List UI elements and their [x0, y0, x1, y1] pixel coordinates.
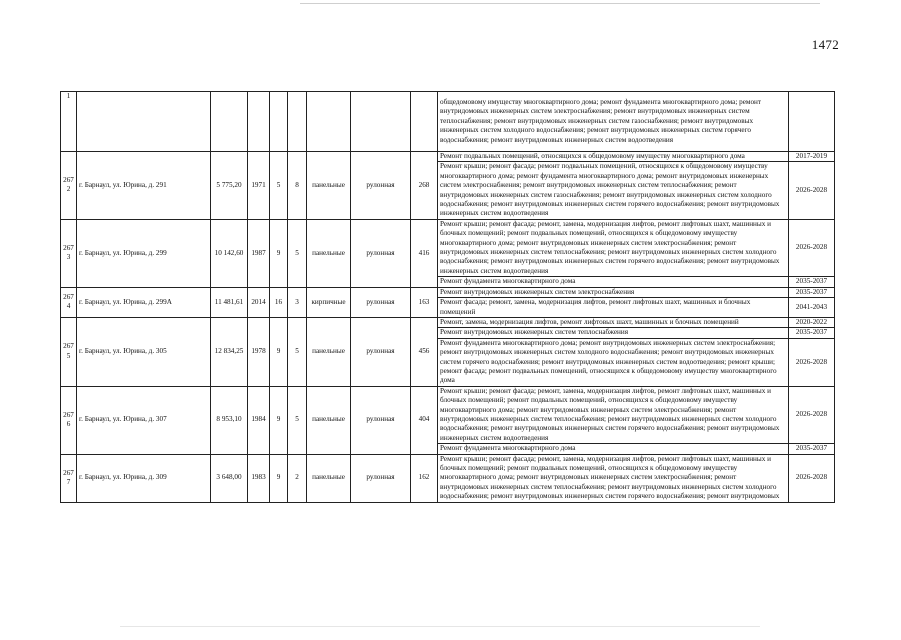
row-number-suffix: 3	[66, 253, 71, 262]
table-row	[61, 152, 835, 162]
floors-cell: 16	[270, 287, 288, 317]
floors-cell	[270, 92, 288, 152]
year-cell	[248, 92, 270, 152]
entrances-cell: 5	[288, 386, 307, 454]
page-number: 1472	[811, 37, 839, 52]
table-row	[61, 454, 835, 502]
roof-cell: рулонная	[351, 152, 411, 220]
material-cell: кирпичные	[307, 287, 351, 317]
row-number-cell	[61, 386, 77, 454]
roof-cell: рулонная	[351, 219, 411, 287]
material-cell: панельные	[307, 219, 351, 287]
work-cell: Ремонт фундамента многоквартирного дома	[438, 444, 789, 454]
table-row-continued	[61, 92, 835, 152]
entrances-cell: 3	[288, 287, 307, 317]
floors-cell: 9	[270, 317, 288, 386]
row-number-prefix: 267	[63, 342, 74, 351]
address-cell: г. Барнаул, ул. Юрина, д. 309	[77, 454, 211, 502]
row-number-cell	[61, 287, 77, 317]
address-cell: г. Барнаул, ул. Юрина, д. 291	[77, 152, 211, 220]
work-cell: Ремонт крыши; ремонт фасада; ремонт, замена, модернизация лифтов, ремонт лифтовых шахт, машинных и блочных помещений; ремонт подвальных помещений, относящихся к общедомовому имуществу многоквартирного дома; ремонт внутридомовых инженерных систем электроснабжения; ремонт внутридомовых инженерных систем теплоснабжения; ремонт внутридомовых инженерных систем холодного водоснабжения; ремонт внутридомовых инженерных систем горячего водоснабжения; ремонт внутридомовых инженерных систем водоотведения	[438, 219, 789, 276]
area-cell: 11 481,61	[211, 287, 248, 317]
row-number-prefix: 267	[63, 410, 74, 419]
period-cell: 2035-2037	[789, 328, 835, 338]
year-cell: 1971	[248, 152, 270, 220]
work-cell: Ремонт крыши; ремонт фасада; ремонт подвальных помещений, относящихся к общедомовому имуществу многоквартирного дома; ремонт фундамента многоквартирного дома; ремонт внутридомовых инженерных систем электроснабжения; ремонт внутридомовых инженерных систем теплоснабжения; ремонт внутридомовых инженерных систем газоснабжения; ремонт внутридомовых инженерных систем холодного водоснабжения; ремонт внутридомовых инженерных систем горячего водоснабжения; ремонт внутридомовых инженерных систем водоотведения	[438, 162, 789, 219]
row-number-prefix: 267	[63, 243, 74, 252]
period-cell: 2026-2028	[789, 338, 835, 386]
work-cell: Ремонт внутридомовых инженерных систем электроснабжения	[438, 287, 789, 297]
count-cell	[411, 92, 438, 152]
material-cell: панельные	[307, 454, 351, 502]
capital-repair-table	[60, 91, 835, 503]
address-cell: г. Барнаул, ул. Юрина, д. 307	[77, 386, 211, 454]
period-cell: 2020-2022	[789, 317, 835, 327]
roof-cell: рулонная	[351, 386, 411, 454]
address-cell: г. Барнаул, ул. Юрина, д. 299	[77, 219, 211, 287]
material-cell	[307, 92, 351, 152]
count-cell: 416	[411, 219, 438, 287]
roof-cell: рулонная	[351, 317, 411, 386]
work-cell: Ремонт, замена, модернизация лифтов, ремонт лифтовых шахт, машинных и блочных помещений	[438, 317, 789, 327]
table-body	[61, 92, 835, 503]
period-cell: 2026-2028	[789, 454, 835, 502]
year-cell: 1987	[248, 219, 270, 287]
row-number-cell	[61, 152, 77, 220]
row-number-suffix: 5	[66, 351, 71, 360]
work-cell: Ремонт крыши; ремонт фасада; ремонт, замена, модернизация лифтов, ремонт лифтовых шахт, машинных и блочных помещений; ремонт подвальных помещений, относящихся к общедомовому имуществу многоквартирного дома; ремонт внутридомовых инженерных систем электроснабжения; ремонт внутридомовых инженерных систем теплоснабжения; ремонт внутридомовых инженерных систем холодного водоснабжения; ремонт внутридомовых инженерных систем горячего водоснабжения; ремонт внутридомовых инженерных систем водоотведения	[438, 386, 789, 443]
period-cell	[789, 92, 835, 152]
floors-cell: 9	[270, 219, 288, 287]
count-cell: 268	[411, 152, 438, 220]
area-cell: 10 142,60	[211, 219, 248, 287]
address-cell: г. Барнаул, ул. Юрина, д. 305	[77, 317, 211, 386]
area-cell: 5 775,20	[211, 152, 248, 220]
address-cell	[77, 92, 211, 152]
period-cell: 2026-2028	[789, 162, 835, 219]
area-cell: 3 648,00	[211, 454, 248, 502]
row-number-suffix: 2	[66, 185, 71, 194]
row-number-cell	[61, 454, 77, 502]
year-cell: 1983	[248, 454, 270, 502]
period-cell: 2035-2037	[789, 444, 835, 454]
count-cell: 404	[411, 386, 438, 454]
period-cell: 2041-2043	[789, 298, 835, 318]
entrances-cell: 8	[288, 152, 307, 220]
material-cell: панельные	[307, 386, 351, 454]
work-cell: Ремонт фасада; ремонт, замена, модернизация лифтов, ремонт лифтовых шахт, машинных и блочных помещений	[438, 298, 789, 318]
roof-cell	[351, 92, 411, 152]
count-cell: 456	[411, 317, 438, 386]
material-cell: панельные	[307, 317, 351, 386]
floors-cell: 5	[270, 152, 288, 220]
row-number-suffix: 4	[66, 302, 71, 311]
year-cell: 1978	[248, 317, 270, 386]
count-cell: 162	[411, 454, 438, 502]
roof-cell: рулонная	[351, 454, 411, 502]
material-cell: панельные	[307, 152, 351, 220]
period-cell: 2026-2028	[789, 219, 835, 276]
floors-cell: 9	[270, 386, 288, 454]
scan-artifact-top	[300, 3, 820, 4]
scan-artifact-bottom	[120, 626, 760, 627]
row-number-cell	[61, 317, 77, 386]
table-row	[61, 386, 835, 443]
period-cell: 2026-2028	[789, 386, 835, 443]
row-number-prefix: 267	[63, 468, 74, 477]
work-cell: Ремонт подвальных помещений, относящихся к общедомовому имуществу многоквартирного дома	[438, 152, 789, 162]
year-cell: 2014	[248, 287, 270, 317]
row-number-suffix: 7	[66, 478, 71, 487]
table-row	[61, 317, 835, 327]
row-number-suffix: 6	[66, 420, 71, 429]
work-cell: Ремонт фундамента многоквартирного дома; ремонт внутридомовых инженерных систем электроснабжения; ремонт внутридомовых инженерных систем холодного водоснабжения; ремонт внутридомовых инженерных систем горячего водоснабжения; ремонт внутридомовых инженерных систем водоотведения; ремонт крыши; ремонт фасада; ремонт подвальных помещений, относящихся к общедомовому имуществу многоквартирного дома	[438, 338, 789, 386]
area-cell	[211, 92, 248, 152]
row-number-cell	[61, 219, 77, 287]
row-number-prefix: 267	[63, 176, 74, 185]
table-row	[61, 219, 835, 276]
row-number: 1	[66, 92, 71, 100]
work-cell: общедомовому имуществу многоквартирного дома; ремонт фундамента многоквартирного дома; ремонт внутридомовых инженерных систем электроснабжения; ремонт внутридомовых инженерных систем теплоснабжения; ремонт внутридомовых инженерных систем газоснабжения; ремонт внутридомовых инженерных систем холодного водоснабжения; ремонт внутридомовых инженерных систем горячего водоснабжения; ремонт внутридомовых инженерных систем водоотведения	[438, 92, 789, 152]
address-cell: г. Барнаул, ул. Юрина, д. 299А	[77, 287, 211, 317]
floors-cell: 9	[270, 454, 288, 502]
period-cell: 2017-2019	[789, 152, 835, 162]
count-cell: 163	[411, 287, 438, 317]
entrances-cell: 5	[288, 317, 307, 386]
work-cell: Ремонт фундамента многоквартирного дома	[438, 277, 789, 287]
entrances-cell: 2	[288, 454, 307, 502]
period-cell: 2035-2037	[789, 287, 835, 297]
roof-cell: рулонная	[351, 287, 411, 317]
entrances-cell: 5	[288, 219, 307, 287]
work-cell: Ремонт крыши; ремонт фасада; ремонт, замена, модернизация лифтов, ремонт лифтовых шахт, машинных и блочных помещений; ремонт подвальных помещений, относящихся к общедомовому имуществу многоквартирного дома; ремонт внутридомовых инженерных систем электроснабжения; ремонт внутридомовых инженерных систем теплоснабжения; ремонт внутридомовых инженерных систем холодного водоснабжения; ремонт внутридомовых инженерных систем горячего водоснабжения; ремонт внутридомовых	[438, 454, 789, 502]
table-row	[61, 287, 835, 297]
work-cell: Ремонт внутридомовых инженерных систем теплоснабжения	[438, 328, 789, 338]
area-cell: 8 953,10	[211, 386, 248, 454]
row-number-cell	[61, 92, 77, 152]
row-number-prefix: 267	[63, 292, 74, 301]
period-cell: 2035-2037	[789, 277, 835, 287]
area-cell: 12 834,25	[211, 317, 248, 386]
entrances-cell	[288, 92, 307, 152]
year-cell: 1984	[248, 386, 270, 454]
